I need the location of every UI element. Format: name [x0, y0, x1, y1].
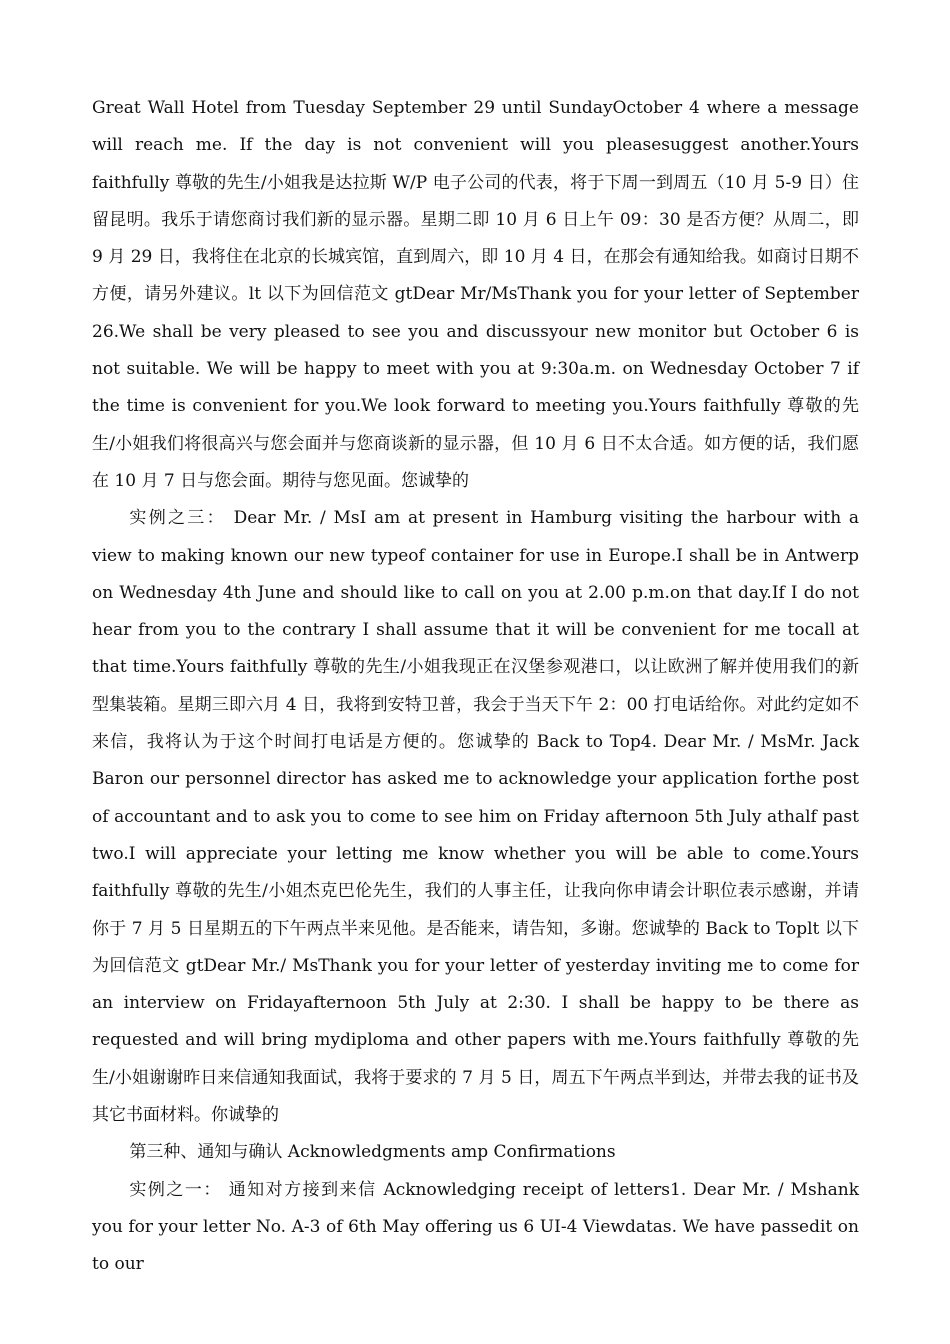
paragraph-example-one-acknowledging: 实例之一： 通知对方接到来信 Acknowledging receipt of letters1. Dear Mr. / Mshank you for your letter No. A-3 of 6th May offering us 6 UI-4 Viewdatas. We have passedit on to our	[92, 1179, 859, 1275]
paragraph-letter-reply-monitor: Great Wall Hotel from Tuesday September 29 until SundayOctober 4 where a message will reach me. If the day is not convenient will you pleasesuggest another.Yours faithfully 尊敬的先生/小姐我是达拉斯 W/P 电子公司的代表，将于下周一到周五（10 月 5-9 日）住留昆明。我乐于请您商讨我们新的显示器。星期二即 10 月 6 日上午 09：30 是否方便？从周二，即 9 月 29 日，我将住在北京的长城宾馆，直到周六，即 10 月 4 日，在那会有通知给我。如商讨日期不方便，请另外建议。lt 以下为回信范文 gtDear Mr/MsThank you for your letter of September 26.We shall be very pleased to see you and discussyour new monitor but October 6 is not suitable. We will be happy to meet with you at 9:30a.m. on Wednesday October 7 if the time is convenient for you.We look forward to meeting you.Yours faithfully 尊敬的先生/小姐我们将很高兴与您会面并与您商谈新的显示器，但 10 月 6 日不太合适。如方便的话，我们愿在 10 月 7 日与您会面。期待与您见面。您诚挚的	[92, 98, 859, 491]
paragraph-example-three: 实例之三： Dear Mr. / MsI am at present in Hamburg visiting the harbour with a view to making known our new typeof container for use in Europe.I shall be in Antwerp on Wednesday 4th June and should like to call on you at 2.00 p.m.on that day.If I do not hear from you to the contrary I shall assume that it will be convenient for me tocall at that time.Yours faithfully 尊敬的先生/小姐我现正在汉堡参观港口，以让欧洲了解并使用我们的新型集装箱。星期三即六月 4 日，我将到安特卫普，我会于当天下午 2：00 打电话给你。对此约定如不来信，我将认为于这个时间打电话是方便的。您诚挚的 Back to Top4. Dear Mr. / MsMr. Jack Baron our personnel director has asked me to acknowledge your application forthe post of accountant and to ask you to come to see him on Friday afternoon 5th July athalf past two.I will appreciate your letting me know whether you will be able to come.Yours faithfully 尊敬的先生/小姐杰克巴伦先生，我们的人事主任，让我向你申请会计职位表示感谢，并请你于 7 月 5 日星期五的下午两点半来见他。是否能来，请告知，多谢。您诚挚的 Back to Toplt 以下为回信范文 gtDear Mr./ MsThank you for your letter of yesterday inviting me to come for an interview on Fridayafternoon 5th July at 2:30. I shall be happy to be there as requested and will bring mydiploma and other papers with me.Yours faithfully 尊敬的先生/小姐谢谢昨日来信通知我面试，我将于要求的 7 月 5 日，周五下午两点半到达，并带去我的证书及其它书面材料。你诚挚的	[92, 508, 859, 1126]
section-heading-acknowledgments: 第三种、通知与确认 Acknowledgments amp Confirmations	[129, 1142, 616, 1163]
document-page	[92, 90, 859, 1284]
